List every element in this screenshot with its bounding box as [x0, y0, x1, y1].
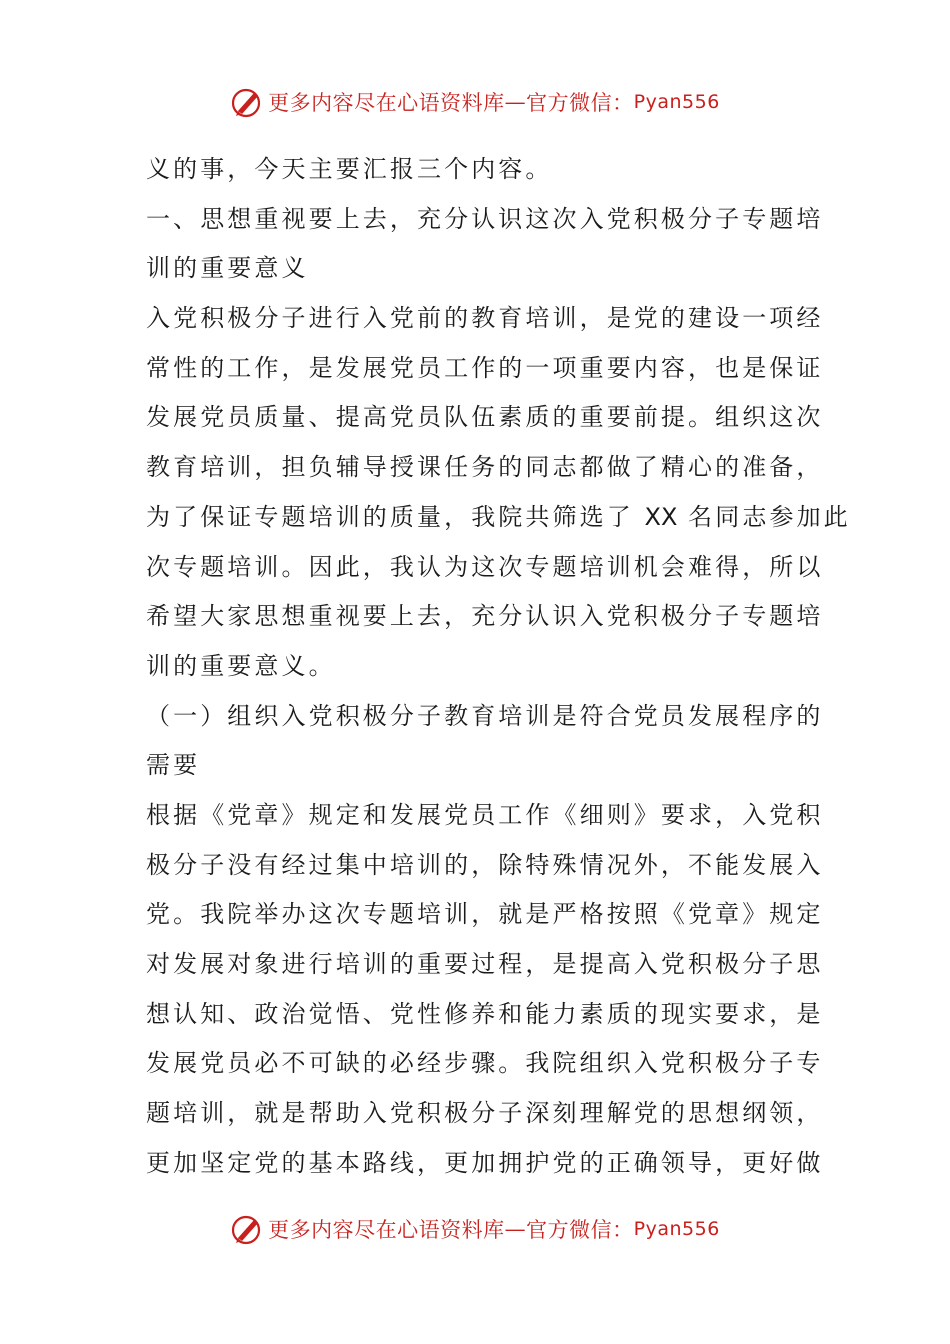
- banner-wechat-id: Pyan556: [633, 1218, 720, 1240]
- text-line: 更加坚定党的基本路线，更加拥护党的正确领导，更好做: [146, 1148, 824, 1177]
- footer-banner: [0, 1209, 950, 1249]
- text-line: 根据《党章》规定和发展党员工作《细则》要求，入党积: [146, 800, 824, 829]
- text-segment: 为了保证专题培训的质量，我院共筛选了: [146, 502, 634, 531]
- banner-official-label: 官方微信：: [526, 1218, 634, 1242]
- text-line: 希望大家思想重视要上去，充分认识入党积极分子专题培: [146, 602, 824, 631]
- text-line: [146, 493, 851, 543]
- text-line: 常性的工作，是发展党员工作的一项重要内容，也是保证: [146, 353, 824, 382]
- banner-official-label: 官方微信：: [526, 91, 634, 115]
- banner-separator: —: [504, 90, 527, 114]
- text-line: 党。我院举办这次专题培训，就是严格按照《党章》规定: [146, 900, 824, 929]
- text-line: 题培训，就是帮助入党积极分子深刻理解党的思想纲领，: [146, 1099, 824, 1128]
- text-line: 训的重要意义。: [146, 651, 336, 680]
- banner-main-text: 更多内容尽在心语资料库: [268, 91, 505, 115]
- text-line: 想认知、政治觉悟、党性修养和能力素质的现实要求，是: [146, 999, 824, 1028]
- banner-wechat-id: Pyan556: [633, 91, 720, 113]
- text-line: 教育培训，担负辅导授课任务的同志都做了精心的准备，: [146, 453, 824, 482]
- pen-seal-logo-icon: [230, 85, 264, 119]
- section-heading: 一、思想重视要上去，充分认识这次入党积极分子专题培: [146, 204, 824, 233]
- participant-count: XX: [644, 502, 678, 531]
- banner-separator: —: [504, 1217, 527, 1241]
- subsection-heading: （一）组织入党积极分子教育培训是符合党员发展程序的: [146, 701, 824, 730]
- text-line: 义的事，今天主要汇报三个内容。: [146, 155, 553, 183]
- text-line: 发展党员必不可缺的必经步骤。我院组织入党积极分子专: [146, 1049, 824, 1078]
- text-line: 对发展对象进行培训的重要过程，是提高入党积极分子思: [146, 950, 824, 978]
- text-line: 极分子没有经过集中培训的，除特殊情况外，不能发展入: [146, 850, 824, 879]
- subsection-heading-cont: 需要: [146, 751, 201, 780]
- banner-main-text: 更多内容尽在心语资料库: [268, 1218, 505, 1242]
- header-banner: [0, 82, 950, 122]
- text-line: 次专题培训。因此，我认为这次专题培训机会难得，所以: [146, 552, 824, 581]
- text-line: 入党积极分子进行入党前的教育培训，是党的建设一项经: [146, 304, 824, 333]
- text-line: 发展党员质量、提高党员队伍素质的重要前提。组织这次: [146, 403, 824, 432]
- pen-seal-logo-icon: [230, 1212, 264, 1246]
- document-body: [146, 145, 851, 1188]
- text-segment: 名同志参加此: [688, 502, 851, 531]
- section-heading-cont: 训的重要意义: [146, 254, 309, 283]
